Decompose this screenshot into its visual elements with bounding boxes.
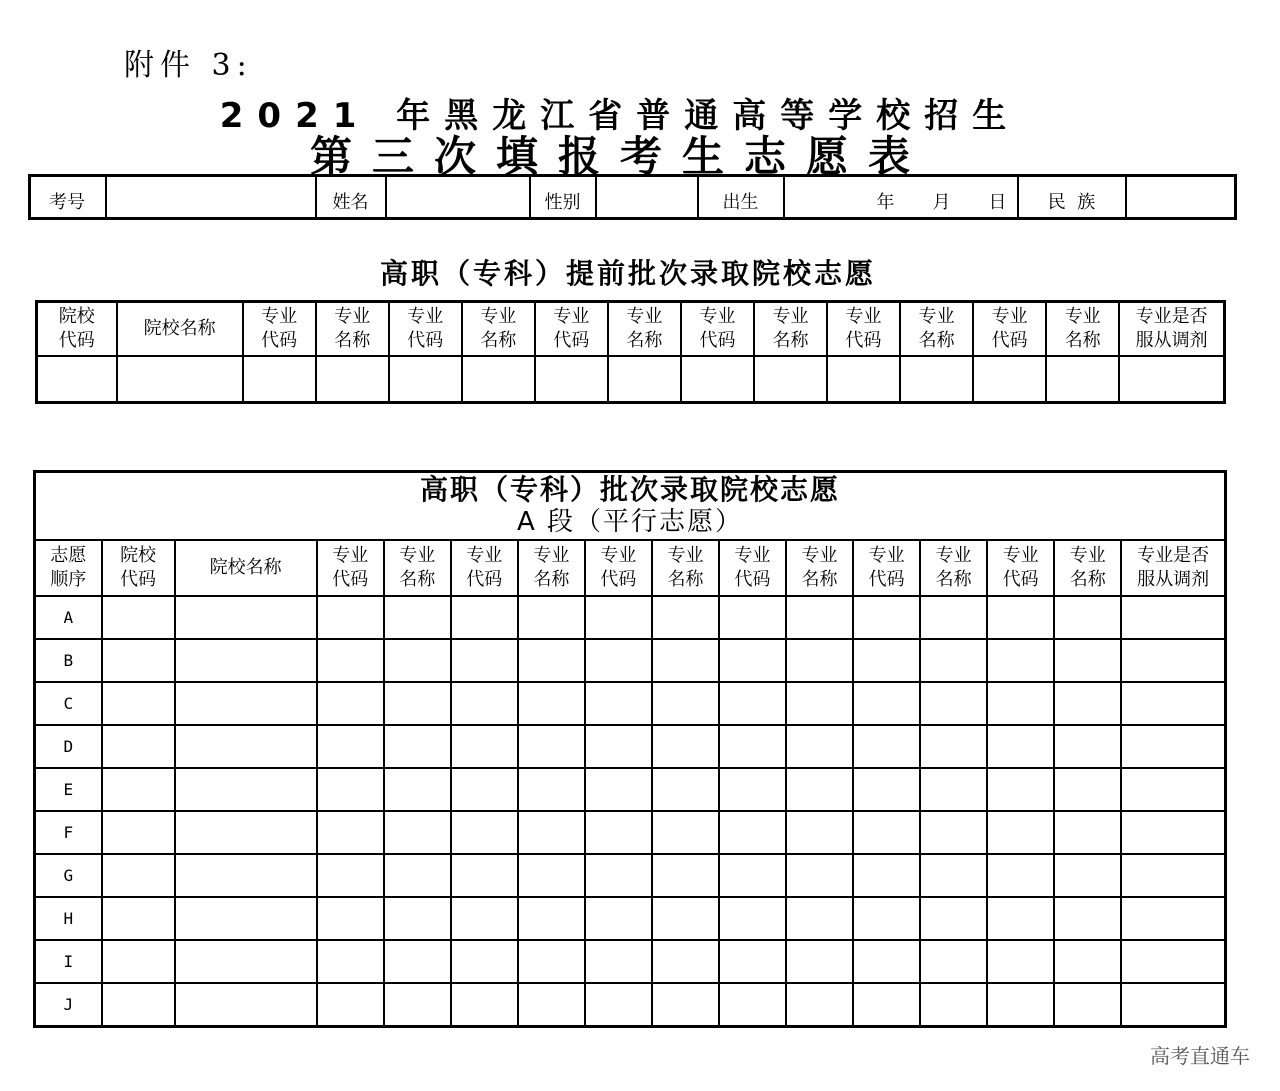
choice-input-cell[interactable] xyxy=(518,725,585,768)
choice-input-cell[interactable] xyxy=(518,639,585,682)
choice-input-cell[interactable] xyxy=(920,854,987,897)
choice-input-cell[interactable] xyxy=(853,940,920,983)
choice-input-cell[interactable] xyxy=(585,639,652,682)
choice-input-cell[interactable] xyxy=(384,811,451,854)
name-label: 姓名 xyxy=(316,176,386,219)
choice-input-cell[interactable] xyxy=(102,682,175,725)
choice-input-cell[interactable] xyxy=(853,854,920,897)
choice-input-cell[interactable] xyxy=(384,940,451,983)
choice-input-cell[interactable] xyxy=(102,897,175,940)
choice-input-cell[interactable] xyxy=(451,897,518,940)
early-header-cell: 院校 代码 xyxy=(37,302,117,357)
choice-input-cell[interactable] xyxy=(853,983,920,1027)
choice-input-cell[interactable] xyxy=(102,596,175,639)
choice-input-cell[interactable] xyxy=(1121,897,1225,940)
choice-input-cell[interactable] xyxy=(719,639,786,682)
choice-input-cell[interactable] xyxy=(920,768,987,811)
early-header-cell: 专业 名称 xyxy=(462,302,535,357)
main-header-cell: 专业 代码 xyxy=(451,540,518,596)
exam-no-field[interactable] xyxy=(106,176,316,219)
choice-row xyxy=(35,596,1226,639)
early-header-cell: 专业 名称 xyxy=(900,302,973,357)
early-header-cell: 专业 代码 xyxy=(389,302,462,357)
main-header-cell: 专业 名称 xyxy=(652,540,719,596)
choice-row xyxy=(35,897,1226,940)
student-info-table xyxy=(28,174,1237,220)
choice-input-cell[interactable] xyxy=(585,897,652,940)
choice-input-cell[interactable] xyxy=(853,596,920,639)
choice-input-cell[interactable] xyxy=(384,983,451,1027)
early-input-cell[interactable] xyxy=(681,356,754,403)
choice-input-cell[interactable] xyxy=(786,725,853,768)
choice-input-cell[interactable] xyxy=(786,682,853,725)
choice-row xyxy=(35,983,1226,1027)
early-header-cell: 专业 代码 xyxy=(681,302,754,357)
choice-input-cell[interactable] xyxy=(987,897,1054,940)
choice-input-cell[interactable] xyxy=(652,811,719,854)
choice-input-cell[interactable] xyxy=(175,639,317,682)
choice-input-cell[interactable] xyxy=(1121,725,1225,768)
choice-input-cell[interactable] xyxy=(786,596,853,639)
choice-input-cell[interactable] xyxy=(786,811,853,854)
choice-input-cell[interactable] xyxy=(1054,682,1121,725)
early-input-cell[interactable] xyxy=(827,356,900,403)
choice-input-cell[interactable] xyxy=(585,768,652,811)
early-input-cell[interactable] xyxy=(1119,356,1224,403)
choice-input-cell[interactable] xyxy=(1054,897,1121,940)
choice-input-cell[interactable] xyxy=(175,854,317,897)
choice-input-cell[interactable] xyxy=(1121,983,1225,1027)
choice-input-cell[interactable] xyxy=(1054,768,1121,811)
choice-input-cell[interactable] xyxy=(585,811,652,854)
choice-input-cell[interactable] xyxy=(384,768,451,811)
early-input-cell[interactable] xyxy=(243,356,316,403)
gender-label: 性别 xyxy=(530,176,596,219)
choice-input-cell[interactable] xyxy=(786,854,853,897)
choice-input-cell[interactable] xyxy=(175,940,317,983)
choice-input-cell[interactable] xyxy=(317,768,384,811)
choice-input-cell[interactable] xyxy=(1121,854,1225,897)
choice-input-cell[interactable] xyxy=(518,897,585,940)
choice-input-cell[interactable] xyxy=(317,811,384,854)
early-input-cell[interactable] xyxy=(316,356,389,403)
early-input-cell[interactable] xyxy=(1046,356,1119,403)
main-header-cell: 院校 代码 xyxy=(102,540,175,596)
choice-input-cell[interactable] xyxy=(719,983,786,1027)
choice-input-cell[interactable] xyxy=(384,596,451,639)
choice-order-label: C xyxy=(35,682,102,725)
choice-input-cell[interactable] xyxy=(987,682,1054,725)
choice-input-cell[interactable] xyxy=(317,682,384,725)
choice-input-cell[interactable] xyxy=(853,639,920,682)
main-header-cell: 专业 名称 xyxy=(786,540,853,596)
early-header-cell: 专业 名称 xyxy=(1046,302,1119,357)
choice-input-cell[interactable] xyxy=(987,639,1054,682)
choice-input-cell[interactable] xyxy=(987,940,1054,983)
choice-order-label: A xyxy=(35,596,102,639)
choice-input-cell[interactable] xyxy=(518,596,585,639)
choice-input-cell[interactable] xyxy=(317,854,384,897)
choice-input-cell[interactable] xyxy=(451,682,518,725)
early-header-cell: 专业是否 服从调剂 xyxy=(1119,302,1224,357)
choice-input-cell[interactable] xyxy=(719,897,786,940)
early-header-cell: 专业 代码 xyxy=(243,302,316,357)
choice-input-cell[interactable] xyxy=(920,639,987,682)
choice-input-cell[interactable] xyxy=(853,682,920,725)
choice-input-cell[interactable] xyxy=(317,596,384,639)
day-label: 日 xyxy=(988,192,1007,213)
choice-input-cell[interactable] xyxy=(652,897,719,940)
name-field[interactable] xyxy=(386,176,530,219)
choice-input-cell[interactable] xyxy=(987,854,1054,897)
choice-input-cell[interactable] xyxy=(518,811,585,854)
early-header-cell: 专业 代码 xyxy=(535,302,608,357)
early-batch-table xyxy=(35,300,1226,404)
choice-input-cell[interactable] xyxy=(1054,811,1121,854)
choice-input-cell[interactable] xyxy=(451,639,518,682)
choice-input-cell[interactable] xyxy=(175,725,317,768)
main-header-cell: 专业是否 服从调剂 xyxy=(1121,540,1225,596)
main-header-cell: 专业 代码 xyxy=(585,540,652,596)
choice-input-cell[interactable] xyxy=(175,682,317,725)
main-header-cell: 专业 代码 xyxy=(317,540,384,596)
main-batch-table xyxy=(33,470,1227,1028)
choice-input-cell[interactable] xyxy=(175,811,317,854)
choice-row xyxy=(35,811,1226,854)
choice-input-cell[interactable] xyxy=(786,983,853,1027)
choice-input-cell[interactable] xyxy=(1054,854,1121,897)
choice-input-cell[interactable] xyxy=(920,811,987,854)
choice-input-cell[interactable] xyxy=(175,768,317,811)
choice-input-cell[interactable] xyxy=(786,940,853,983)
choice-input-cell[interactable] xyxy=(1054,596,1121,639)
choice-input-cell[interactable] xyxy=(920,940,987,983)
choice-input-cell[interactable] xyxy=(518,854,585,897)
choice-input-cell[interactable] xyxy=(175,983,317,1027)
ethnicity-field[interactable] xyxy=(1126,176,1236,219)
choice-input-cell[interactable] xyxy=(384,725,451,768)
early-header-cell: 专业 名称 xyxy=(754,302,827,357)
choice-input-cell[interactable] xyxy=(585,940,652,983)
early-input-cell[interactable] xyxy=(389,356,462,403)
choice-input-cell[interactable] xyxy=(987,811,1054,854)
choice-input-cell[interactable] xyxy=(920,682,987,725)
choice-input-cell[interactable] xyxy=(175,596,317,639)
choice-input-cell[interactable] xyxy=(987,725,1054,768)
choice-input-cell[interactable] xyxy=(451,725,518,768)
choice-input-cell[interactable] xyxy=(585,596,652,639)
choice-order-label: E xyxy=(35,768,102,811)
main-batch-title: 高职（专科）批次录取院校志愿 xyxy=(419,473,840,506)
choice-input-cell[interactable] xyxy=(1054,940,1121,983)
choice-input-cell[interactable] xyxy=(451,811,518,854)
choice-input-cell[interactable] xyxy=(585,725,652,768)
choice-input-cell[interactable] xyxy=(518,940,585,983)
choice-input-cell[interactable] xyxy=(853,768,920,811)
early-header-cell: 院校名称 xyxy=(117,302,243,357)
choice-input-cell[interactable] xyxy=(853,897,920,940)
choice-input-cell[interactable] xyxy=(920,897,987,940)
main-header-cell: 专业 代码 xyxy=(719,540,786,596)
choice-input-cell[interactable] xyxy=(102,639,175,682)
main-header-cell: 专业 名称 xyxy=(518,540,585,596)
choice-input-cell[interactable] xyxy=(384,897,451,940)
choice-input-cell[interactable] xyxy=(987,983,1054,1027)
year-label: 年 xyxy=(876,192,895,213)
choice-input-cell[interactable] xyxy=(719,940,786,983)
choice-input-cell[interactable] xyxy=(451,854,518,897)
birth-date-field[interactable] xyxy=(784,176,1018,219)
choice-input-cell[interactable] xyxy=(317,897,384,940)
choice-input-cell[interactable] xyxy=(853,725,920,768)
main-header-cell: 专业 代码 xyxy=(987,540,1054,596)
main-header-cell: 志愿 顺序 xyxy=(35,540,102,596)
choice-input-cell[interactable] xyxy=(1121,940,1225,983)
choice-input-cell[interactable] xyxy=(451,596,518,639)
choice-input-cell[interactable] xyxy=(719,811,786,854)
choice-input-cell[interactable] xyxy=(451,983,518,1027)
choice-input-cell[interactable] xyxy=(102,983,175,1027)
choice-order-label: J xyxy=(35,983,102,1027)
exam-no-label: 考号 xyxy=(30,176,106,219)
choice-input-cell[interactable] xyxy=(719,854,786,897)
choice-input-cell[interactable] xyxy=(102,811,175,854)
watermark: 高考直通车 xyxy=(1150,1044,1250,1068)
main-header-cell: 专业 名称 xyxy=(384,540,451,596)
choice-input-cell[interactable] xyxy=(652,983,719,1027)
choice-input-cell[interactable] xyxy=(102,940,175,983)
choice-input-cell[interactable] xyxy=(585,854,652,897)
main-batch-caption xyxy=(35,472,1226,541)
choice-input-cell[interactable] xyxy=(786,768,853,811)
choice-input-cell[interactable] xyxy=(652,596,719,639)
choice-input-cell[interactable] xyxy=(652,940,719,983)
choice-input-cell[interactable] xyxy=(786,639,853,682)
choice-input-cell[interactable] xyxy=(175,897,317,940)
month-label: 月 xyxy=(932,192,951,213)
choice-input-cell[interactable] xyxy=(652,682,719,725)
choice-input-cell[interactable] xyxy=(853,811,920,854)
choice-input-cell[interactable] xyxy=(920,983,987,1027)
choice-input-cell[interactable] xyxy=(1054,639,1121,682)
choice-row xyxy=(35,940,1226,983)
choice-order-label: H xyxy=(35,897,102,940)
choice-order-label: F xyxy=(35,811,102,854)
choice-input-cell[interactable] xyxy=(102,725,175,768)
choice-input-cell[interactable] xyxy=(920,725,987,768)
early-header-cell: 专业 名称 xyxy=(608,302,681,357)
choice-input-cell[interactable] xyxy=(1121,596,1225,639)
choice-input-cell[interactable] xyxy=(585,682,652,725)
choice-input-cell[interactable] xyxy=(1121,682,1225,725)
early-input-cell[interactable] xyxy=(608,356,681,403)
main-header-cell: 专业 名称 xyxy=(920,540,987,596)
early-input-cell[interactable] xyxy=(37,356,117,403)
choice-input-cell[interactable] xyxy=(384,639,451,682)
main-header-cell: 专业 代码 xyxy=(853,540,920,596)
early-input-cell[interactable] xyxy=(117,356,243,403)
gender-field[interactable] xyxy=(596,176,698,219)
ethnicity-label: 民 族 xyxy=(1018,176,1126,219)
early-header-cell: 专业 代码 xyxy=(827,302,900,357)
choice-row xyxy=(35,854,1226,897)
choice-input-cell[interactable] xyxy=(102,768,175,811)
choice-input-cell[interactable] xyxy=(317,940,384,983)
choice-input-cell[interactable] xyxy=(384,854,451,897)
main-batch-subtitle: A 段（平行志愿） xyxy=(516,507,744,537)
choice-input-cell[interactable] xyxy=(987,768,1054,811)
early-input-cell[interactable] xyxy=(973,356,1046,403)
choice-row xyxy=(35,768,1226,811)
choice-input-cell[interactable] xyxy=(451,768,518,811)
choice-order-label: I xyxy=(35,940,102,983)
early-input-cell[interactable] xyxy=(754,356,827,403)
choice-input-cell[interactable] xyxy=(102,854,175,897)
main-header-cell: 院校名称 xyxy=(175,540,317,596)
choice-input-cell[interactable] xyxy=(518,983,585,1027)
title-line-1: 2021 年黑龙江省普通高等学校招生 xyxy=(219,96,1021,136)
early-input-cell[interactable] xyxy=(462,356,535,403)
choice-input-cell[interactable] xyxy=(1121,811,1225,854)
early-batch-title: 高职（专科）提前批次录取院校志愿 xyxy=(379,257,876,290)
choice-input-cell[interactable] xyxy=(786,897,853,940)
choice-input-cell[interactable] xyxy=(384,682,451,725)
choice-input-cell[interactable] xyxy=(1054,983,1121,1027)
choice-input-cell[interactable] xyxy=(1121,639,1225,682)
choice-input-cell[interactable] xyxy=(317,725,384,768)
choice-input-cell[interactable] xyxy=(987,596,1054,639)
early-input-cell[interactable] xyxy=(535,356,608,403)
choice-input-cell[interactable] xyxy=(518,682,585,725)
choice-row xyxy=(35,682,1226,725)
choice-order-label: G xyxy=(35,854,102,897)
attachment-label: 附件 3: xyxy=(124,48,253,83)
choice-input-cell[interactable] xyxy=(1121,768,1225,811)
choice-input-cell[interactable] xyxy=(719,768,786,811)
choice-row xyxy=(35,639,1226,682)
birth-label: 出生 xyxy=(698,176,784,219)
choice-input-cell[interactable] xyxy=(451,940,518,983)
early-header-cell: 专业 名称 xyxy=(316,302,389,357)
early-input-cell[interactable] xyxy=(900,356,973,403)
choice-input-cell[interactable] xyxy=(1054,725,1121,768)
choice-input-cell[interactable] xyxy=(652,725,719,768)
choice-input-cell[interactable] xyxy=(652,639,719,682)
choice-input-cell[interactable] xyxy=(719,725,786,768)
choice-input-cell[interactable] xyxy=(652,768,719,811)
choice-order-label: D xyxy=(35,725,102,768)
main-header-cell: 专业 名称 xyxy=(1054,540,1121,596)
early-header-cell: 专业 代码 xyxy=(973,302,1046,357)
choice-input-cell[interactable] xyxy=(585,983,652,1027)
choice-input-cell[interactable] xyxy=(719,682,786,725)
choice-input-cell[interactable] xyxy=(920,596,987,639)
title-line-2: 第三次填报考生志愿表 xyxy=(309,132,930,181)
choice-input-cell[interactable] xyxy=(518,768,585,811)
choice-input-cell[interactable] xyxy=(317,639,384,682)
choice-input-cell[interactable] xyxy=(317,983,384,1027)
choice-input-cell[interactable] xyxy=(719,596,786,639)
choice-row xyxy=(35,725,1226,768)
choice-order-label: B xyxy=(35,639,102,682)
choice-input-cell[interactable] xyxy=(652,854,719,897)
